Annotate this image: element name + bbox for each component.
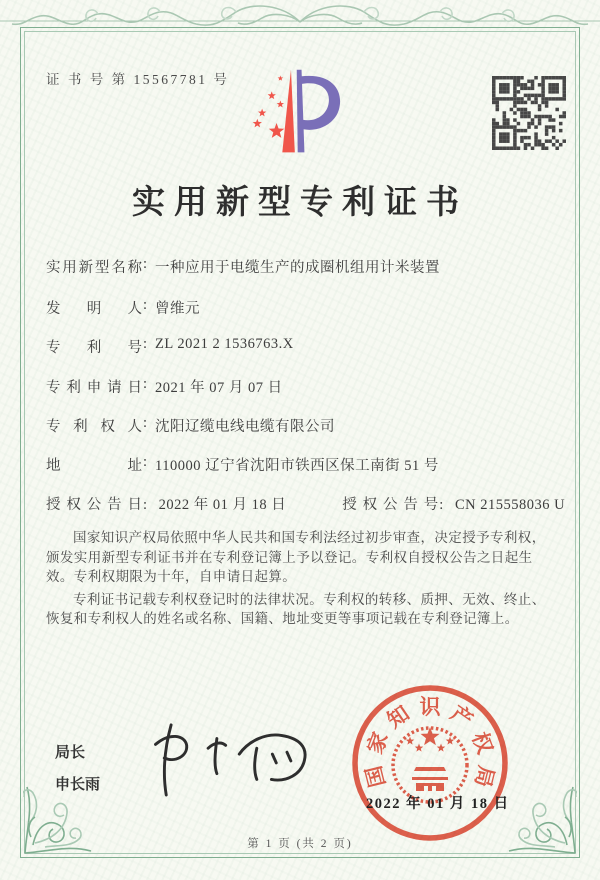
field-colon: : <box>143 376 148 392</box>
field-label: 授权公告号 <box>342 497 439 513</box>
field-value: 110000 辽宁省沈阳市铁西区保工南街 51 号 <box>155 458 439 474</box>
field-label: 实用新型名称 <box>46 260 142 276</box>
svg-text:知: 知 <box>382 701 414 733</box>
field-value: 2021 年 07 月 07 日 <box>155 380 283 396</box>
cnipa-logo-icon <box>240 62 365 162</box>
field-colon: : <box>143 497 148 513</box>
field-value: CN 215558036 U <box>454 497 566 513</box>
field-label: 授权公告日 <box>46 497 142 513</box>
director-block <box>55 737 100 801</box>
field-colon: : <box>143 415 148 431</box>
field-label: 地址 <box>46 458 142 474</box>
field-value: 沈阳辽缆电线电缆有限公司 <box>155 419 336 435</box>
svg-text:识: 识 <box>419 695 441 719</box>
field-value: 2022 年 01 月 18 日 <box>158 497 287 513</box>
page-number: 第 1 页 (共 2 页) <box>247 838 353 850</box>
field-grant-date <box>46 493 286 514</box>
field-value: 一种应用于电缆生产的成圈机组用计米装置 <box>155 260 441 276</box>
field-colon: : <box>143 297 148 313</box>
director-signature <box>138 714 323 802</box>
field-value: 曾维元 <box>155 301 201 317</box>
field-label: 发明人 <box>46 301 142 317</box>
field-label: 专利号 <box>46 340 142 356</box>
svg-text:产: 产 <box>446 701 478 733</box>
field-grant-row <box>46 493 565 514</box>
field-grant-number <box>342 493 565 514</box>
field-patent-number <box>46 336 294 357</box>
svg-text:国: 国 <box>361 763 390 790</box>
field-label: 专利权人 <box>46 419 142 435</box>
svg-text:权: 权 <box>467 728 498 758</box>
legal-text <box>46 528 556 632</box>
director-name: 申长雨 <box>55 776 101 793</box>
field-colon: : <box>143 454 148 470</box>
field-colon: : <box>439 497 444 513</box>
certificate-number: 证 书 号 第 15567781 号 <box>46 72 230 87</box>
svg-text:局: 局 <box>470 763 499 790</box>
field-application-date <box>46 376 283 397</box>
field-utility-model-name <box>46 256 440 277</box>
field-inventor <box>46 297 200 318</box>
seal-date: 2022 年 01 月 18 日 <box>366 796 510 812</box>
field-label: 专利申请日 <box>46 380 142 396</box>
field-colon: : <box>143 256 148 272</box>
agency-seal <box>350 683 510 843</box>
qr-code <box>492 76 566 150</box>
field-value: ZL 2021 2 1536763.X <box>155 336 294 352</box>
field-address <box>46 454 439 475</box>
field-patentee <box>46 415 335 436</box>
field-colon: : <box>143 336 148 352</box>
legal-paragraph-2: 专利证书记载专利权登记时的法律状况。专利权的转移、质押、无效、终止、恢复和专利权人的姓名或名称、国籍、地址变更等事项记载在专利登记簿上。 <box>46 591 546 626</box>
director-title: 局长 <box>55 744 86 761</box>
document-title: 实用新型专利证书 <box>132 185 468 221</box>
svg-text:家: 家 <box>362 728 393 758</box>
legal-paragraph-1: 国家知识产权局依照中华人民共和国专利法经过初步审查，决定授予专利权，颁发实用新型专利证书并在专利登记簿上予以登记。专利权自授权公告之日起生效。专利权期限为十年，自申请日起算。 <box>46 530 546 584</box>
